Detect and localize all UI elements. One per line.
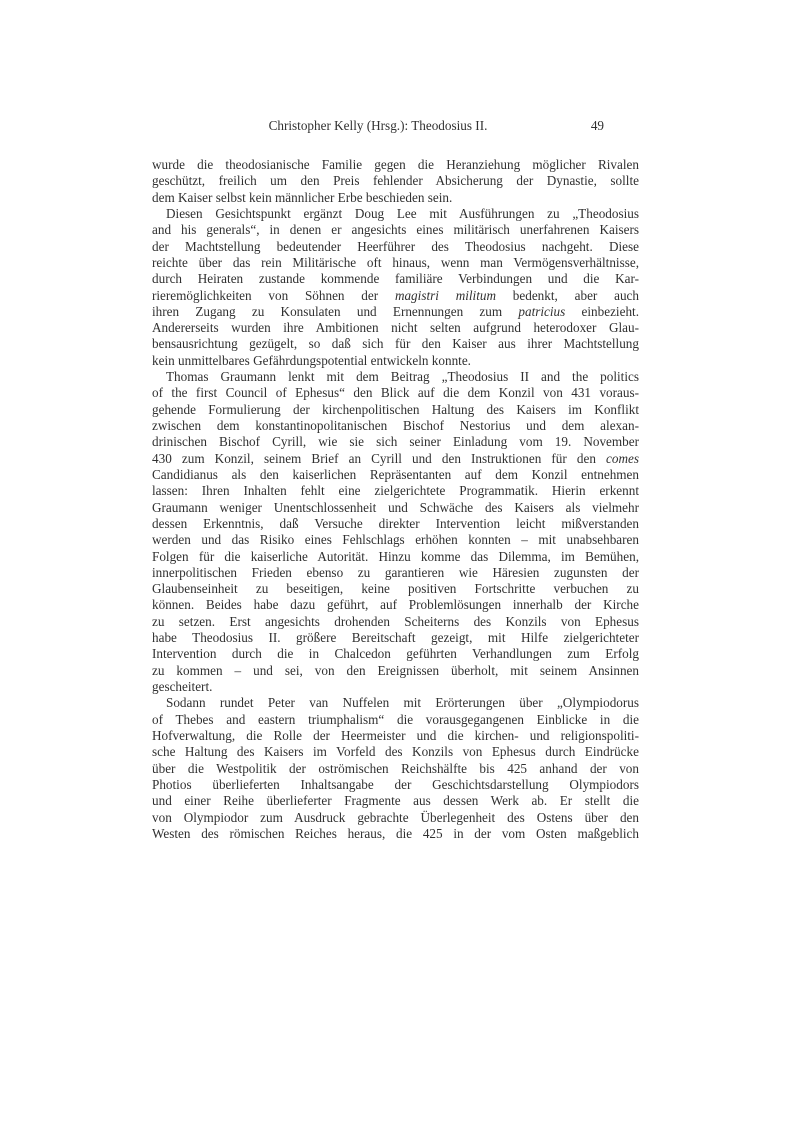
text-line: dessen Erkenntnis, daß Versuche direkter Intervention leicht mißverstanden (152, 515, 639, 531)
text-line: sche Haltung des Kaisers im Vorfeld des Konzils von Ephesus durch Eindrücke (152, 744, 639, 760)
text-line: Diesen Gesichtspunkt ergänzt Doug Lee mit Ausführungen zu „Theodosius (166, 205, 639, 221)
text-line: Andererseits wurden ihre Ambitionen nicht selten aufgrund heterodoxer Glau- (152, 320, 639, 336)
text-line: of the first Council of Ephesus“ den Blick auf die dem Konzil von 431 voraus- (152, 385, 639, 401)
text-line: gehende Formulierung der kirchenpolitischen Haltung des Kaisers im Konflikt (152, 401, 639, 417)
text-line: Hofverwaltung, die Rolle der Heermeister und die kirchen- und religionspoliti- (152, 727, 639, 743)
page-header (152, 118, 604, 135)
text-line: gescheitert. (152, 679, 213, 694)
paragraph (152, 695, 639, 842)
text-line: Graumann weniger Unentschlossenheit und Schwäche des Kaisers als vielmehr (152, 499, 639, 515)
text-line: bensausrichtung gezügelt, so daß sich für den Kaiser aus ihrer Machtstellung (152, 336, 639, 352)
page-number: 49 (590, 118, 604, 133)
italic-text: patricius (518, 303, 566, 319)
paragraph (152, 206, 639, 369)
text-line: Candidianus als den kaiserlichen Repräsentanten auf dem Konzil entnehmen (152, 466, 639, 482)
text-line: zwischen dem konstantinopolitanischen Bischof Nestorius und dem alexan- (152, 418, 639, 433)
text-line: Photios überlieferten Inhaltsangabe der Geschichtsdarstellung Olympiodors (152, 776, 639, 792)
text-line: wurde die theodosianische Familie gegen die Heranziehung möglicher Rivalen (152, 157, 639, 172)
text-line: zu setzen. Erst angesichts drohenden Scheiterns des Konzils von Ephesus (152, 613, 639, 629)
text-line: Thomas Graumann lenkt mit dem Beitrag „Theodosius II and the politics (166, 369, 639, 385)
text-line: und einer Reihe überlieferter Fragmente aus dessen Werk ab. Er stellt die (152, 793, 639, 809)
text-line: über die Westpolitik der oströmischen Reichshälfte bis 425 anhand der von (152, 760, 639, 776)
paragraph (152, 157, 639, 206)
text-line: innerpolitischen Frieden ebenso zu garantieren wie Häresien zugunsten der (152, 564, 639, 580)
paragraph (152, 369, 639, 695)
text-line: der Machtstellung bedeutender Heerführer des Theodosius nachgeht. Diese (152, 238, 639, 254)
text-line: drinischen Bischof Cyrill, wie sie sich seiner Einladung vom 19. November (152, 434, 639, 450)
page-body (152, 157, 639, 842)
text-line: von Olympiodor zum Ausdruck gebrachte Überlegenheit des Ostens über den (152, 809, 639, 825)
text-line: zu kommen – und sei, von den Ereignissen überholt, mit seinem Ansinnen (152, 662, 639, 678)
text-line: lassen: Ihren Inhalten fehlt eine zielgerichtete Programmatik. Hierin erkennt (152, 483, 639, 499)
text-line: geschützt, freilich um den Preis fehlender Absicherung der Dynastie, sollte (152, 173, 639, 189)
text-line: and his generals“, in denen er angesichts eines militärisch unerfahrenen Kaisers (152, 222, 639, 238)
text-line: Westen des römischen Reiches heraus, die 425 in der vom Osten maßgeblich (152, 825, 639, 841)
text-line: 430 zum Konzil, seinem Brief an Cyrill und den Instruktionen für den comes (152, 450, 639, 466)
text-line: Folgen für die kaiserliche Autorität. Hinzu komme das Dilemma, im Bemühen, (152, 548, 639, 564)
text-line: habe Theodosius II. größere Bereitschaft gezeigt, mit Hilfe zielgerichteter (152, 630, 639, 646)
text-line: reichte über das rein Militärische oft hinaus, wenn man Vermögensverhältnisse, (152, 254, 639, 270)
text-line: rieremöglichkeiten von Söhnen der magistri militum bedenkt, aber auch (152, 287, 639, 303)
italic-text: comes (606, 450, 639, 466)
text-line: kein unmittelbares Gefährdungspotential entwickeln konnte. (152, 352, 471, 368)
text-line: dem Kaiser selbst kein männlicher Erbe beschieden sein. (152, 189, 453, 205)
text-line: ihren Zugang zu Konsulaten und Ernennungen zum patricius einbezieht. (152, 303, 640, 319)
running-head-title: Christopher Kelly (Hrsg.): Theodosius II. (268, 118, 488, 133)
text-line: können. Beides habe dazu geführt, auf Problemlösungen innerhalb der Kirche (152, 597, 639, 613)
italic-text: magistri militum (394, 287, 496, 303)
text-line: Intervention durch die in Chalcedon geführten Verhandlungen zum Erfolg (152, 646, 639, 662)
text-line: Sodann rundet Peter van Nuffelen mit Erörterungen über „Olympiodorus (166, 695, 639, 711)
text-line: werden und das Risiko eines Fehlschlags erhöhen konnten – mit unabsehbaren (152, 532, 639, 548)
text-line: durch Heiraten zustande kommende familiäre Verbindungen und die Kar- (152, 271, 639, 287)
text-line: Glaubenseinheit zu beseitigen, keine positiven Fortschritte verbuchen zu (152, 581, 639, 597)
text-line: of Thebes and eastern triumphalism“ die vorausgegangenen Einblicke in die (152, 711, 639, 727)
